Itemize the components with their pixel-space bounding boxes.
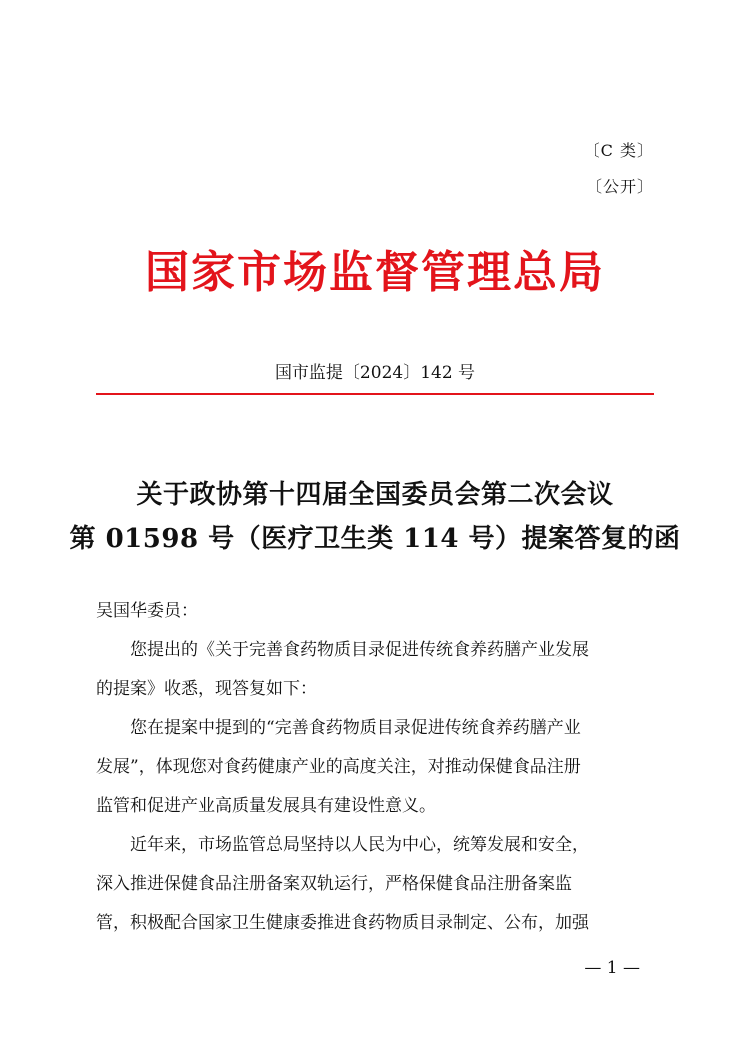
disclosure-label: 〔公开〕 — [585, 177, 654, 196]
document-title-line-2: 第 01598 号（医疗卫生类 114 号）提案答复的函 — [69, 524, 681, 554]
paragraph-3-line-3: 管，积极配合国家卫生健康委推进食药物质目录制定、公布，加强 — [96, 913, 589, 933]
classification-label: 〔C 类〕 — [583, 141, 654, 160]
paragraph-2-line-1: 您在提案中提到的“完善食药物质目录促进传统食养药膳产业 — [130, 718, 581, 738]
document-number: 国市监提〔2024〕142 号 — [274, 363, 476, 383]
salutation: 吴国华委员： — [96, 601, 198, 621]
paragraph-3-line-2: 深入推进保健食品注册备案双轨运行，严格保健食品注册备案监 — [96, 874, 572, 894]
paragraph-1-line-1: 您提出的《关于完善食药物质目录促进传统食养药膳产业发展 — [130, 640, 589, 660]
red-divider — [96, 393, 654, 395]
agency-title: 国家市场监督管理总局 — [145, 247, 605, 298]
paragraph-2-line-2: 发展”，体现您对食药健康产业的高度关注，对推动保健食品注册 — [96, 757, 581, 777]
paragraph-3-line-1: 近年来，市场监管总局坚持以人民为中心，统筹发展和安全， — [130, 835, 589, 855]
document-title-line-1: 关于政协第十四届全国委员会第二次会议 — [136, 480, 614, 510]
paragraph-1-line-2: 的提案》收悉，现答复如下： — [96, 679, 317, 699]
paragraph-2-line-3: 监管和促进产业高质量发展具有建设性意义。 — [96, 796, 436, 816]
page-number: — 1 — — [584, 958, 640, 978]
